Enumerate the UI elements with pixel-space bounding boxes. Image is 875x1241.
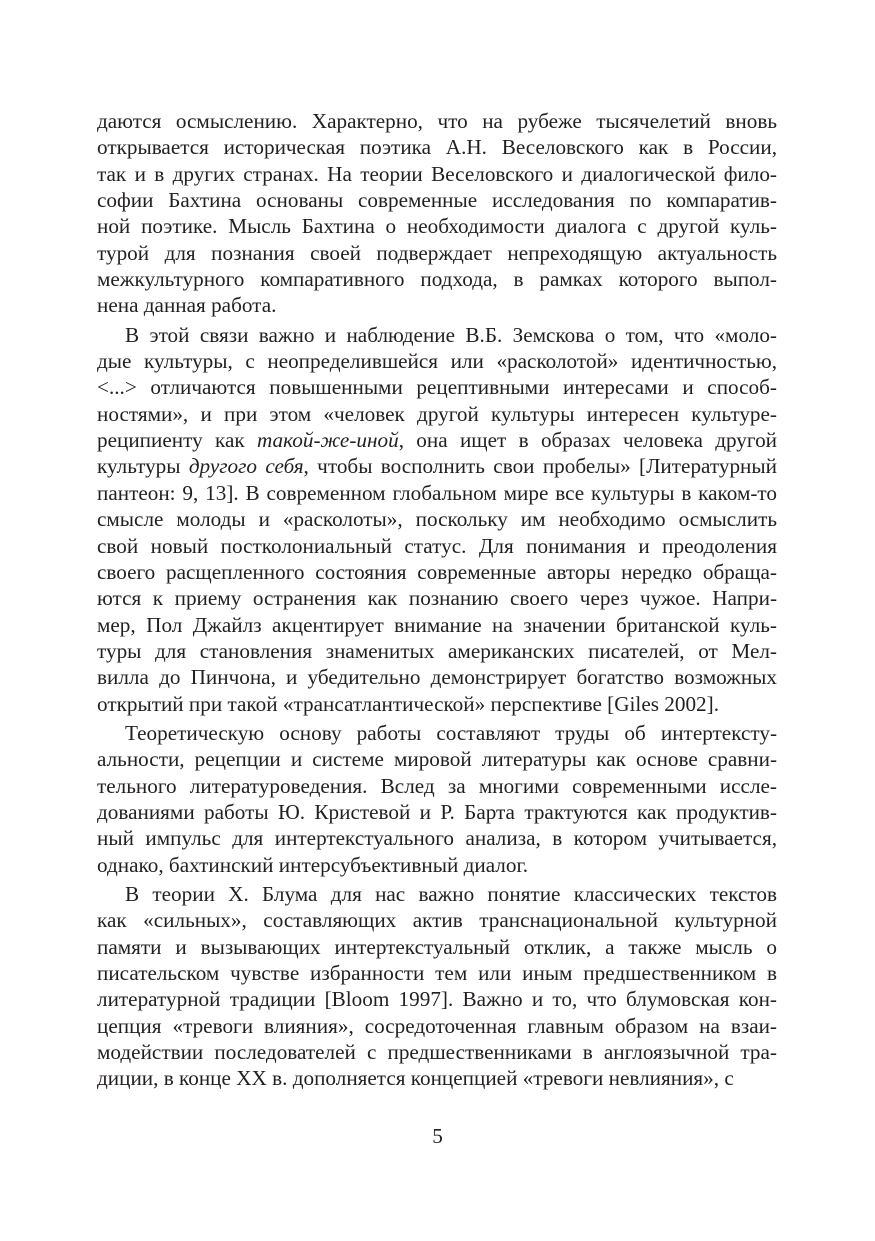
text-line (97, 986, 777, 1012)
text-run: ный импульс для интертекстуального анализа, в котором учитывается, (97, 826, 777, 851)
text-line (97, 612, 777, 638)
text-line (97, 240, 777, 266)
text-run: цепция «тревоги влияния», сосредоточенная главным образом на взаи- (97, 1013, 777, 1038)
text-run: памяти и вызывающих интертекстуальный отклик, а также мысль о (97, 934, 777, 959)
text-line (97, 401, 777, 427)
text-line (97, 374, 777, 400)
text-run: открытий при такой «трансатлантической» перспективе [Giles 2002]. (97, 691, 719, 716)
text-line (97, 506, 777, 532)
text-run: литературной традиции [Bloom 1997]. Важно и то, что блумовская кон- (97, 987, 777, 1012)
text-line (97, 1013, 777, 1039)
text-run: софии Бахтина основаны современные исследования по компаратив- (97, 188, 777, 213)
text-line (97, 746, 777, 772)
text-line (97, 1065, 777, 1091)
text-run: дые культуры, с неопределившейся или «расколотой» идентичностью, (97, 349, 777, 374)
text-run: ностями», и при этом «человек другой культуры интересен культуре- (97, 401, 777, 426)
text-run: смысле молоды и «расколоты», поскольку им необходимо осмыслить (97, 507, 777, 532)
paragraph (97, 108, 777, 319)
page-number: 5 (432, 1124, 443, 1148)
text-run: свой новый постколониальный статус. Для понимания и преодоления (97, 533, 777, 558)
text-run: , она ищет в образах человека другой (398, 428, 777, 453)
text-line (97, 427, 777, 453)
text-run: диции, в конце XX в. дополняется концепцией «тревоги невлияния», с (97, 1066, 734, 1091)
text-line (97, 881, 777, 907)
text-line (97, 187, 777, 213)
text-line (97, 213, 777, 239)
text-run: модействии последователей с предшественниками в англоязычной тра- (97, 1040, 777, 1065)
text-run: писательском чувстве избранности тем или иным предшественником в (97, 961, 777, 985)
text-run: межкультурного компаративного подхода, в рамках которого выпол- (97, 267, 777, 292)
text-line (97, 691, 777, 717)
text-run: турой для познания своей подверждает непреходящую актуальность (97, 240, 777, 265)
text-run: Теоретическую основу работы составляют труды об интертексту- (125, 720, 777, 745)
text-run: В теории Х. Блума для нас важно понятие классических текстов (125, 881, 777, 906)
text-run: В этой связи важно и наблюдение В.Б. Земскова о том, что «моло- (125, 322, 777, 347)
text-line (97, 638, 777, 664)
italic-run: такой-же-иной (257, 428, 399, 453)
text-line (97, 292, 777, 318)
text-run: открывается историческая поэтика А.Н. Веселовского как в России, (97, 135, 777, 160)
text-line (97, 266, 777, 292)
text-line (97, 585, 777, 611)
text-run: мер, Пол Джайлз акцентирует внимание на значении британской куль- (97, 612, 777, 637)
text-run: , чтобы восполнить свои пробелы» [Литературный (303, 454, 777, 479)
text-run: культуры (97, 454, 189, 479)
text-run: нена данная работа. (97, 293, 277, 318)
text-run: так и в других странах. На теории Веселовского и диалогической фило- (97, 161, 777, 186)
text-run: даются осмыслению. Характерно, что на рубеже тысячелетий вновь (97, 109, 777, 133)
text-run: реципиенту как (97, 428, 257, 453)
text-line (97, 480, 777, 506)
italic-run: другого себя (188, 454, 304, 479)
text-line (97, 348, 777, 374)
text-line (97, 720, 777, 746)
text-line (97, 559, 777, 585)
paragraph (97, 322, 777, 717)
text-run: ной поэтике. Мысль Бахтина о необходимости диалога с другой куль- (97, 214, 777, 239)
text-line (97, 799, 777, 825)
text-run: альности, рецепции и системе мировой литературы как основе сравни- (97, 747, 777, 772)
text-line (97, 134, 777, 160)
text-line (97, 960, 777, 986)
text-run: своего расщепленного состояния современные авторы нередко обраща- (97, 559, 777, 584)
text-line (97, 453, 777, 479)
text-line (97, 934, 777, 960)
text-run: туры для становления знаменитых американских писателей, от Мел- (97, 638, 777, 663)
text-run: пантеон: 9, 13]. В современном глобальном мире все культуры в каком-то (97, 480, 777, 505)
text-run: дованиями работы Ю. Кристевой и Р. Барта трактуются как продуктив- (97, 799, 777, 824)
body-text (97, 108, 777, 1092)
text-run: ются к приему остранения как познанию своего через чужое. Напри- (97, 586, 777, 611)
paragraph (97, 720, 777, 878)
text-line (97, 907, 777, 933)
text-run: однако, бахтинский интерсубъективный диалог. (97, 852, 529, 877)
text-line (97, 1039, 777, 1065)
text-run: тельного литературоведения. Вслед за многими современными иссле- (97, 773, 777, 798)
text-line (97, 773, 777, 799)
text-line (97, 852, 777, 878)
text-run: вилла до Пинчона, и убедительно демонстрирует богатство возможных (97, 665, 777, 690)
text-run: как «сильных», составляющих актив транснациональной культурной (97, 908, 777, 933)
text-run: <...> отличаются повышенными рецептивными интересами и способ- (97, 375, 777, 400)
text-line (97, 322, 777, 348)
text-line (97, 161, 777, 187)
paragraph (97, 881, 777, 1092)
text-line (97, 664, 777, 690)
text-line (97, 825, 777, 851)
text-line (97, 533, 777, 559)
text-line (97, 108, 777, 134)
